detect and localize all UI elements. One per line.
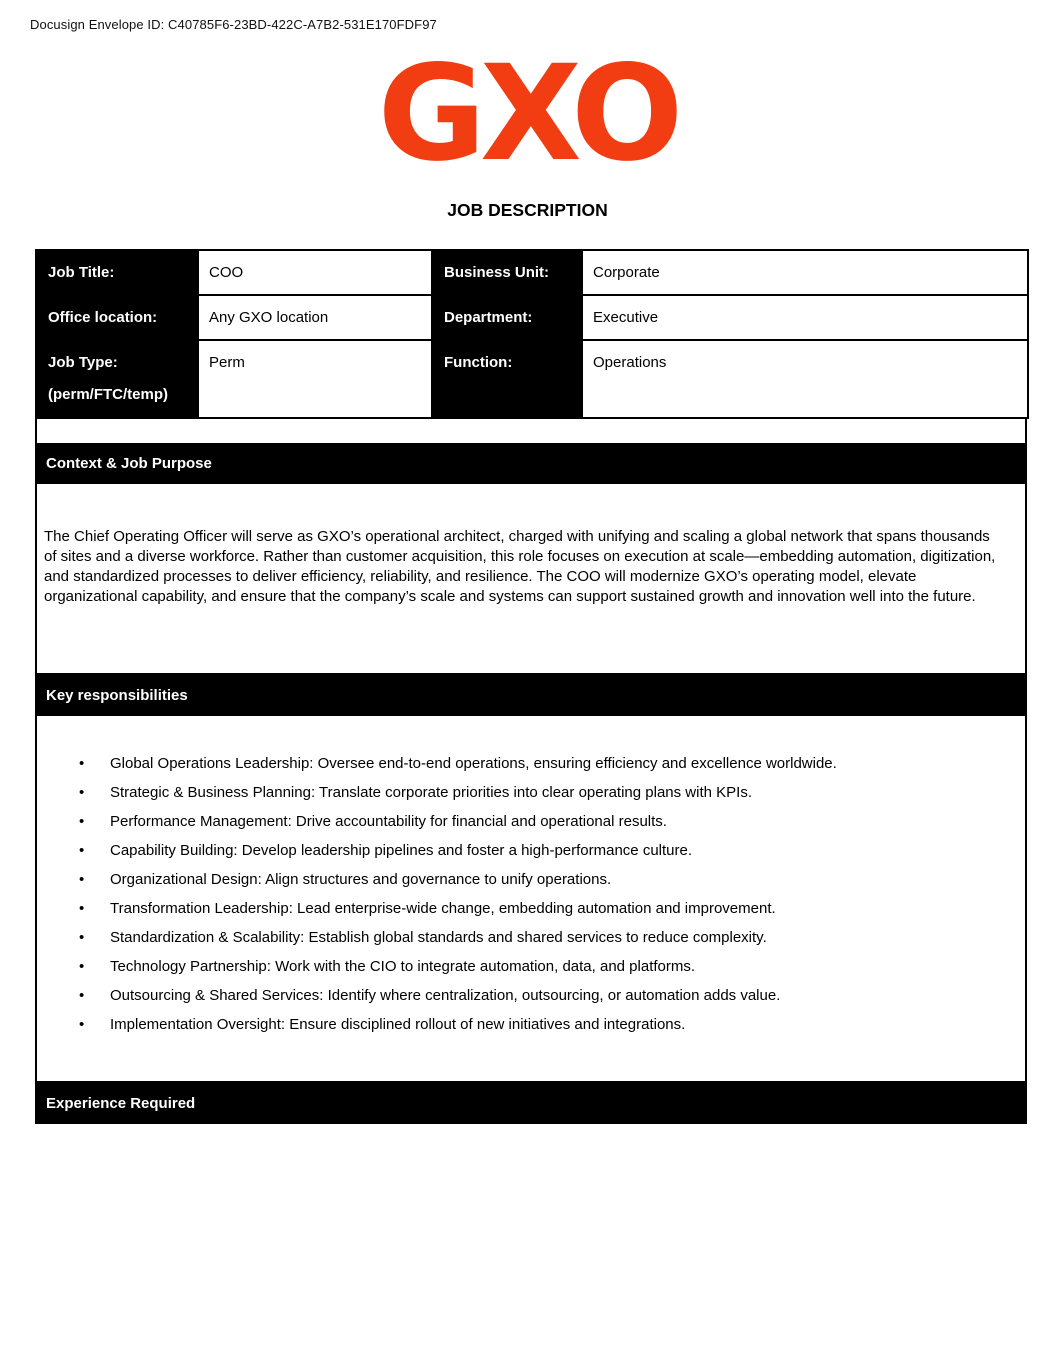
section-header-responsibilities <box>35 675 1027 716</box>
bullet-item: • Transformation Leadership: Lead enterprise-wide change, embedding automation and improvement. <box>79 899 995 919</box>
job-title-value: COO <box>198 250 432 295</box>
table-row <box>36 295 1028 340</box>
section-content-responsibilities <box>35 716 1027 1083</box>
job-type-label-line2: (perm/FTC/temp) <box>48 386 168 403</box>
bullet-item: • Implementation Oversight: Ensure disciplined rollout of new initiatives and integrations. <box>79 1015 995 1035</box>
responsibilities-list <box>79 754 995 1035</box>
table-spacer-row <box>35 419 1027 443</box>
bullet-item: • Technology Partnership: Work with the CIO to integrate automation, data, and platforms. <box>79 957 995 977</box>
section-heading-text: Experience Required <box>46 1095 196 1112</box>
office-location-label: Office location: <box>36 295 198 340</box>
document-title: JOB DESCRIPTION <box>447 200 608 220</box>
department-value: Executive <box>582 295 1028 340</box>
bullet-item: • Organizational Design: Align structures and governance to unify operations. <box>79 870 995 890</box>
bullet-item: • Capability Building: Develop leadership pipelines and foster a high-performance culture. <box>79 841 995 861</box>
bullet-item: • Standardization & Scalability: Establish global standards and shared services to reduce complexity. <box>79 928 995 948</box>
business-unit-value: Corporate <box>582 250 1028 295</box>
bullet-item: • Outsourcing & Shared Services: Identify where centralization, outsourcing, or automation adds value. <box>79 986 995 1006</box>
docusign-envelope-id: Docusign Envelope ID: C40785F6-23BD-422C-A7B2-531E170FDF97 <box>30 17 437 32</box>
bullet-item: • Global Operations Leadership: Oversee end-to-end operations, ensuring efficiency and excellence worldwide. <box>79 754 995 774</box>
job-type-label <box>36 340 198 418</box>
business-unit-label: Business Unit: <box>432 250 582 295</box>
section-header-context <box>35 443 1027 484</box>
section-content-context <box>35 484 1027 675</box>
gxo-logo: GXO <box>377 37 678 191</box>
function-value: Operations <box>582 340 1028 418</box>
department-label: Department: <box>432 295 582 340</box>
section-header-experience <box>35 1083 1027 1124</box>
bullet-item: • Strategic & Business Planning: Translate corporate priorities into clear operating plans with KPIs. <box>79 783 995 803</box>
job-type-value: Perm <box>198 340 432 418</box>
document-body <box>35 249 1027 1124</box>
section-heading-text: Context & Job Purpose <box>46 455 212 472</box>
job-info-table <box>35 249 1029 419</box>
table-row <box>36 340 1028 418</box>
bullet-item: • Performance Management: Drive accountability for financial and operational results. <box>79 812 995 832</box>
table-row <box>36 250 1028 295</box>
job-title-label: Job Title: <box>36 250 198 295</box>
function-label: Function: <box>432 340 582 418</box>
context-paragraph: The Chief Operating Officer will serve as GXO’s operational architect, charged with unifying and scaling a global network that spans thousands of sites and a diverse workforce. Rather than customer acquisition, this role focuses on execution at scale—embedding automation, digitization, and standardized processes to deliver efficiency, reliability, and resilience. The COO will modernize GXO’s operating model, elevate organizational capability, and ensure that the company’s scale and systems can support sustained growth and innovation well into the future. <box>44 528 996 605</box>
office-location-value: Any GXO location <box>198 295 432 340</box>
job-type-label-line1: Job Type: <box>48 354 118 371</box>
section-heading-text: Key responsibilities <box>46 687 188 704</box>
